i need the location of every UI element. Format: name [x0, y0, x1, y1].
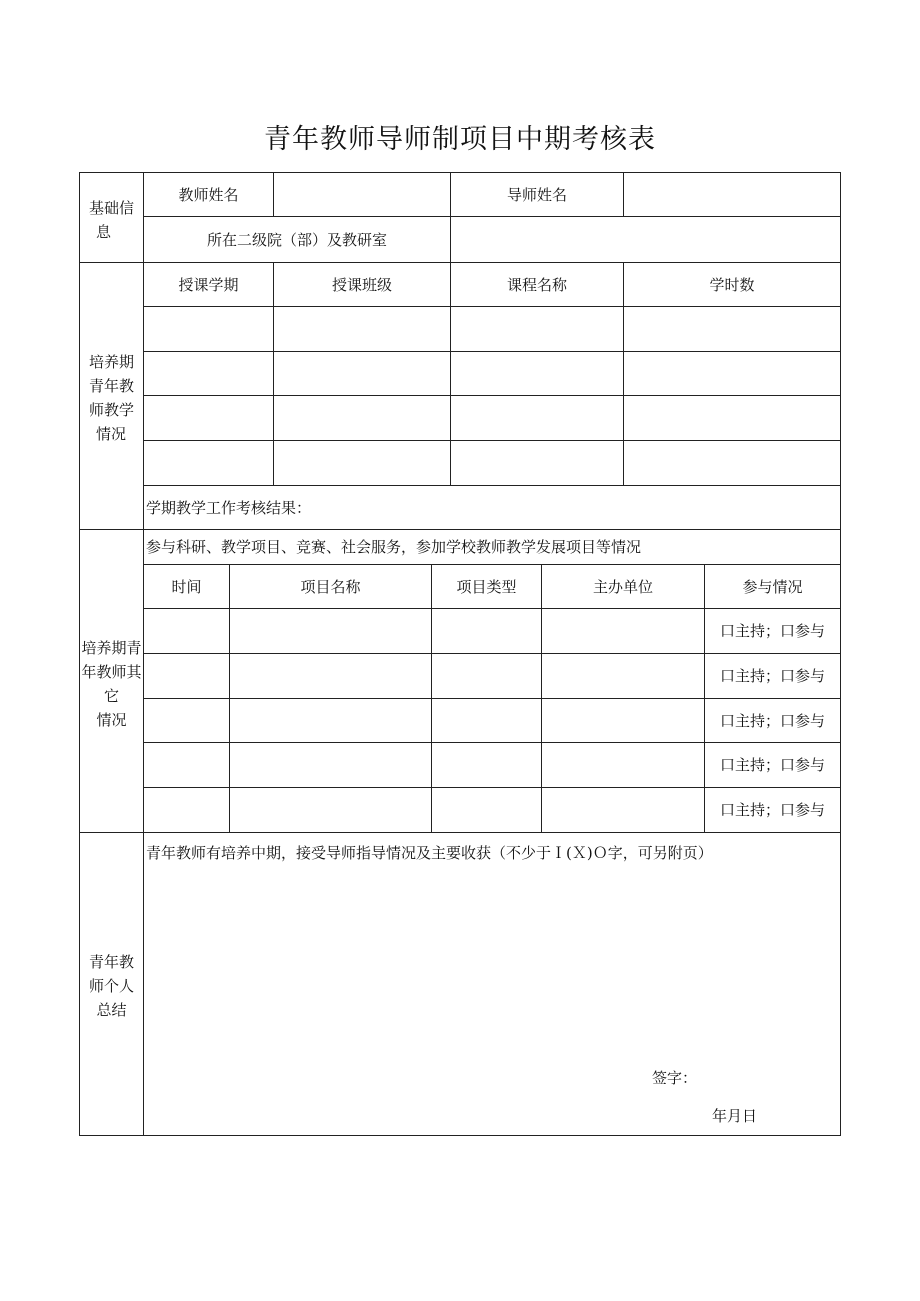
teaching-cell[interactable]: [274, 396, 450, 440]
activity-cell[interactable]: [432, 609, 541, 653]
activity-cell[interactable]: [542, 609, 704, 653]
section3-label-line: 年教师其: [81, 663, 142, 681]
teaching-result-label[interactable]: 学期教学工作考核结果：: [146, 498, 312, 517]
activity-cell[interactable]: [542, 788, 704, 832]
section4-label-line: 师个人: [88, 977, 134, 995]
section4-label-line: 青年教: [88, 953, 134, 971]
section3-label-line: 情况: [96, 711, 127, 729]
participation-option[interactable]: 口主持；口参与: [719, 622, 825, 640]
teaching-cell[interactable]: [274, 307, 450, 351]
mentor-name-field[interactable]: [624, 173, 840, 216]
date-label[interactable]: 年月日: [712, 1107, 758, 1125]
activity-cell[interactable]: [432, 654, 541, 698]
section3-label-line: 它: [103, 687, 119, 705]
dept-label: 所在二级院（部）及教研室: [206, 230, 387, 249]
participation-option[interactable]: 口主持；口参与: [719, 711, 825, 730]
section2-label: [80, 350, 143, 446]
teaching-cell[interactable]: [451, 441, 623, 485]
teaching-cell[interactable]: [451, 307, 623, 351]
activity-cell[interactable]: [542, 654, 704, 698]
section2-label-line: 培养期: [88, 353, 134, 371]
header-organizer: 主办单位: [592, 577, 653, 596]
teacher-name-field[interactable]: [274, 173, 450, 216]
teaching-cell[interactable]: [624, 441, 840, 485]
teaching-cell[interactable]: [451, 352, 623, 395]
dept-field[interactable]: [451, 217, 840, 262]
teaching-cell[interactable]: [624, 396, 840, 440]
section1-label-line2: 息: [96, 223, 112, 241]
summary-textarea[interactable]: [146, 870, 836, 1060]
teaching-cell[interactable]: [451, 396, 623, 440]
header-project-name: 项目名称: [300, 577, 361, 596]
mentor-name-label: 导师姓名: [506, 185, 567, 204]
activity-cell[interactable]: [144, 788, 229, 832]
teaching-cell[interactable]: [144, 441, 273, 485]
section1-label-line1: 基础信: [88, 199, 134, 217]
activity-cell[interactable]: [230, 699, 431, 742]
activity-cell[interactable]: [542, 699, 704, 742]
teaching-cell[interactable]: [624, 352, 840, 395]
header-hours: 学时数: [709, 275, 755, 294]
activity-cell[interactable]: [542, 743, 704, 787]
teaching-cell[interactable]: [144, 396, 273, 440]
teaching-cell[interactable]: [144, 352, 273, 395]
activity-cell[interactable]: [144, 743, 229, 787]
header-class: 授课班级: [331, 275, 392, 294]
section2-label-line: 青年教: [88, 377, 134, 395]
signature-label[interactable]: 签字：: [652, 1069, 698, 1087]
section4-label-line: 总结: [96, 1001, 127, 1019]
activity-cell[interactable]: [230, 788, 431, 832]
teacher-name-label: 教师姓名: [178, 185, 239, 204]
participation-option[interactable]: 口主持；口参与: [719, 756, 825, 774]
section1-label: [80, 196, 143, 244]
teaching-cell[interactable]: [274, 352, 450, 395]
header-project-type: 项目类型: [456, 577, 517, 596]
activity-cell[interactable]: [432, 788, 541, 832]
header-semester: 授课学期: [178, 275, 239, 294]
teaching-cell[interactable]: [144, 307, 273, 351]
activity-cell[interactable]: [144, 699, 229, 742]
teaching-cell[interactable]: [624, 307, 840, 351]
section4-label: [80, 950, 143, 1022]
summary-prompt: 青年教师有培养中期，接受导师指导情况及主要收获（不少于Ｉ(Ｘ)Ｏ字，可另附页）: [146, 844, 713, 862]
header-time: 时间: [171, 577, 202, 596]
header-course: 课程名称: [506, 275, 567, 294]
header-participation: 参与情况: [742, 577, 803, 596]
section2-label-line: 师教学: [88, 401, 134, 419]
activity-cell[interactable]: [230, 743, 431, 787]
section2-label-line: 情况: [96, 425, 127, 443]
activity-cell[interactable]: [432, 743, 541, 787]
participation-option[interactable]: 口主持；口参与: [719, 667, 825, 685]
section3-label-line: 培养期青: [81, 639, 142, 657]
activity-cell[interactable]: [432, 699, 541, 742]
participation-option[interactable]: 口主持；口参与: [719, 801, 825, 819]
teaching-cell[interactable]: [274, 441, 450, 485]
page-title: 青年教师导师制项目中期考核表: [264, 124, 656, 155]
activity-cell[interactable]: [144, 609, 229, 653]
activity-cell[interactable]: [144, 654, 229, 698]
activities-intro: 参与科研、教学项目、竞赛、社会服务，参加学校教师教学发展项目等情况: [146, 538, 642, 556]
activity-cell[interactable]: [230, 654, 431, 698]
section3-label: [80, 636, 143, 732]
activity-cell[interactable]: [230, 609, 431, 653]
